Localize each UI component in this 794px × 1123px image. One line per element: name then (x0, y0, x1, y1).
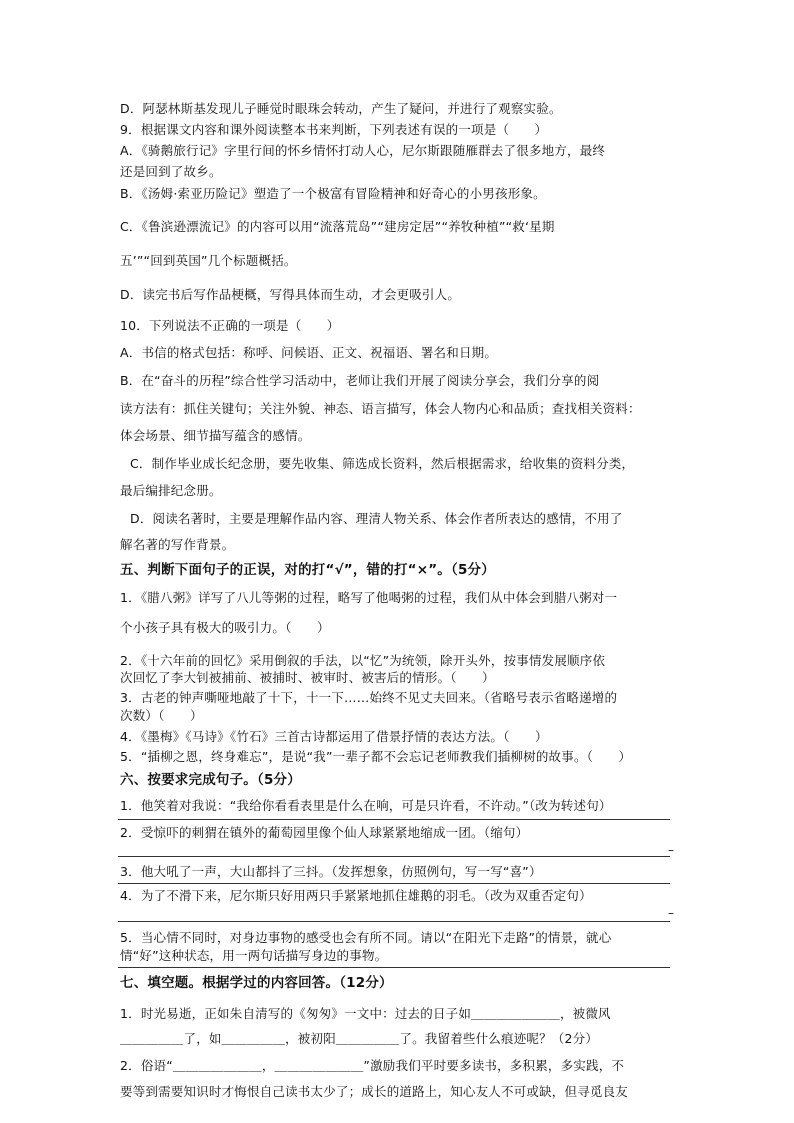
rewrite-5: 5．当心情不同时，对身边事物的感受也会有所不同。请以“在阳光下走路”的情景，就心 (120, 930, 612, 945)
question-9-option-c-cont: 五’”“回到英国”几个标题概括。 (120, 253, 297, 268)
judge-1-cont: 个小孩子具有极大的吸引力。（ ） (120, 620, 330, 635)
answer-line (118, 819, 670, 820)
rewrite-4: 4．为了不滑下来，尼尔斯只好用两只手紧紧地抓住雄鹅的羽毛。（改为双重否定句） (120, 888, 592, 903)
rewrite-3: 3．他大吼了一声，大山都抖了三抖。（发挥想象，仿照例句，写一写“喜”） (120, 864, 542, 879)
dash-mark: – (668, 843, 674, 857)
question-10-option-d: D．阅读名著时，主要是理解作品内容、理清人物关系、体会作者所表达的感情，不用了 (130, 511, 623, 526)
question-10-option-b-cont-1: 读方法有：抓住关键句；关注外貌、神态、语言描写，体会人物内心和品质；查找相关资料： (120, 401, 641, 416)
question-10-option-c-cont: 最后编排纪念册。 (120, 483, 222, 498)
judge-3-cont: 次数）（ ） (120, 708, 203, 723)
question-10-option-b-cont-2: 体会场景、细节描写蕴含的感情。 (120, 428, 311, 443)
question-9-option-a-cont: 还是回到了故乡。 (120, 164, 222, 179)
judge-2: 2．《十六年前的回忆》采用倒叙的手法，以“忆”为统领，除开头外，按事情发展顺序依 (120, 653, 606, 668)
question-10-stem: 10．下列说法不正确的一项是（ ） (120, 318, 340, 333)
question-9-stem: 9．根据课文内容和课外阅读整本书来判断，下列表述有误的一项是（ ） (120, 122, 548, 137)
question-9-option-d: D．读完书后写作品梗概，写得具体而生动，才会更吸引人。 (120, 287, 461, 302)
section-7-heading: 七、填空题。根据学过的内容回答。（12分） (120, 975, 393, 991)
question-10-option-c: C．制作毕业成长纪念册，要先收集、筛选成长资料，然后根据需求，给收集的资料分类， (130, 456, 635, 471)
judge-1: 1．《腊八粥》详写了八儿等粥的过程，略写了他喝粥的过程，我们从中体会到腊八粥对一 (120, 590, 618, 605)
question-10-option-a: A．书信的格式包括：称呼、问候语、正文、祝福语、署名和日期。 (120, 345, 498, 360)
question-9-option-b: B．《汤姆·索亚历险记》塑造了一个极富有冒险精神和好奇心的小男孩形象。 (120, 186, 546, 201)
judge-5: 5．“插柳之恩，终身难忘”，是说“我”一辈子都不会忘记老师教我们插柳树的故事。（ ） (120, 749, 632, 764)
fill-2-cont: 要等到需要知识时才悔恨自己读书太少了；成长的道路上，知心友人不可或缺，但寻觅良友 (120, 1084, 629, 1099)
question-8-option-d: D．阿瑟林斯基发现儿子睡觉时眼珠会转动，产生了疑问，并进行了观察实验。 (120, 101, 562, 116)
answer-line (118, 883, 670, 884)
fill-2: 2．俗语“＿＿＿＿＿＿＿，＿＿＿＿＿＿＿”激励我们平时要多读书，多积累，多实践，不 (120, 1058, 625, 1073)
answer-line (118, 921, 670, 922)
question-10-option-d-cont: 解名著的写作背景。 (120, 537, 235, 552)
section-6-heading: 六、按要求完成句子。（5分） (120, 772, 301, 788)
rewrite-1: 1．他笑着对我说：“我给你看看表里是什么在响，可是只许看，不许动。”（改为转述句） (120, 798, 612, 813)
dash-mark: – (668, 906, 674, 920)
question-9-option-c: C．《鲁滨逊漂流记》的内容可以用“流落荒岛”“建房定居”“养牧种植”“救‘星期 (120, 219, 555, 234)
question-9-option-a: A．《骑鹅旅行记》字里行间的怀乡情怀打动人心，尼尔斯跟随雁群去了很多地方，最终 (120, 143, 606, 158)
judge-3: 3．古老的钟声嘶哑地敲了十下，十一下……始终不见丈夫回来。（省略号表示省略递增的 (120, 690, 618, 705)
answer-line (118, 856, 670, 857)
answer-line (118, 967, 670, 968)
question-10-option-b: B．在“奋斗的历程”综合性学习活动中，老师让我们开展了阅读分享会，我们分享的阅 (120, 373, 600, 388)
fill-1: 1．时光易逝，正如朱自清写的《匆匆》一文中：过去的日子如＿＿＿＿＿＿＿，被微风 (120, 1006, 611, 1021)
rewrite-2: 2．受惊吓的刺猬在镇外的葡萄园里像个仙人球紧紧地缩成一团。（缩句） (120, 825, 529, 840)
judge-4: 4．《墨梅》《马诗》《竹石》三首古诗都运用了借景抒情的表达方法。（ ） (120, 729, 548, 744)
fill-1-cont: ＿＿＿＿＿了，如＿＿＿＿＿，被初阳＿＿＿＿＿了。我留着些什么痕迹呢？（2分） (120, 1031, 599, 1046)
rewrite-5-cont: 情“好”这种状态，用一两句话描写身边的事物。 (120, 948, 388, 963)
section-5-heading: 五、判断下面句子的正误，对的打“√”，错的打“×”。（5分） (120, 562, 495, 578)
judge-2-cont: 次回忆了李大钊被捕前、被捕时、被审时、被害后的情形。（ ） (120, 670, 495, 685)
